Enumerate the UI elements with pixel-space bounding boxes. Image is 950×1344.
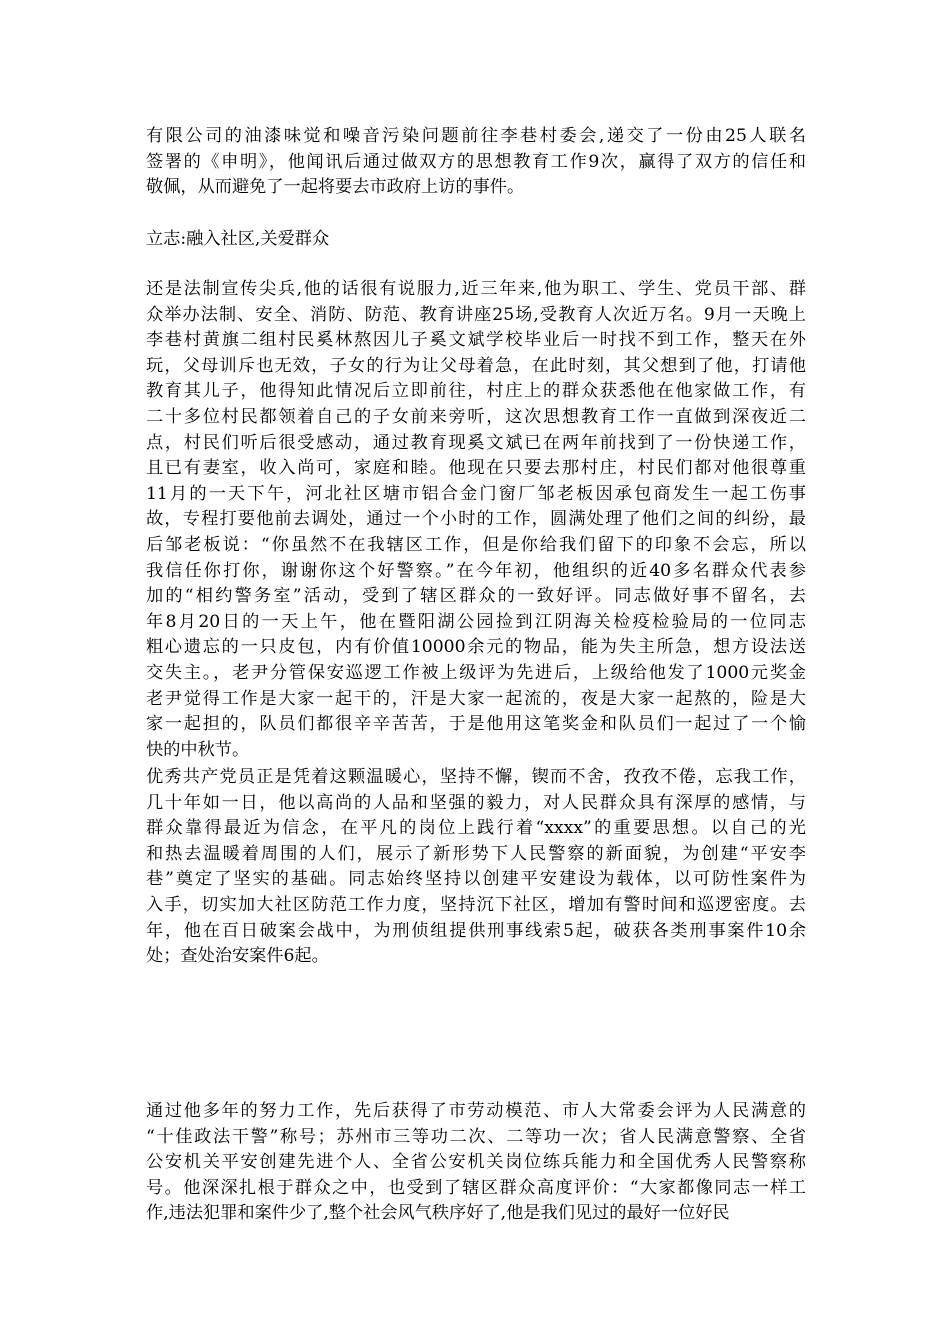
text-line: 交失主。，老尹分管保安巡逻工作被上级评为先进后，上级给他发了1000元奖金 bbox=[146, 662, 806, 683]
text-line: 年8月20日的一天上午，他在暨阳湖公园捡到江阴海关检疫检验局的一位同志 bbox=[146, 611, 806, 632]
text-line: 李巷村黄旗二组村民奚林熬因儿子奚文斌学校毕业后一时找不到工作，整天在外 bbox=[146, 330, 806, 351]
text-line: 敬佩，从而避免了一起将要去市政府上访的事件。 bbox=[146, 177, 525, 198]
text-line: 后邹老板说：“你虽然不在我辖区工作，但是你给我们留下的印象不会忘，所以 bbox=[146, 534, 806, 555]
text-line: 故，专程打要他前去调处，通过一个小时的工作，圆满处理了他们之间的纠纷，最 bbox=[146, 509, 806, 530]
text-line: 公安机关平安创建先进个人、全省公安机关岗位练兵能力和全国优秀人民警察称 bbox=[146, 1152, 806, 1173]
text-line: 11月的一天下午，河北社区塘市铝合金门窗厂邹老板因承包商发生一起工伤事 bbox=[146, 483, 806, 504]
text-line: 玩，父母训斥也无效，子女的行为让父母着急，在此时刻，其父想到了他，打请他 bbox=[146, 355, 806, 376]
text-line: 作,违法犯罪和案件少了,整个社会风气秩序好了,他是我们见过的最好一位好民 bbox=[146, 1203, 730, 1224]
text-line: 签署的《申明》，他闻讯后通过做双方的思想教育工作9次，赢得了双方的信任和 bbox=[146, 151, 806, 172]
text-line: 有限公司的油漆味觉和噪音污染问题前往李巷村委会,递交了一份由25人联名 bbox=[146, 126, 806, 146]
text-line: 老尹觉得工作是大家一起干的，汗是大家一起流的，夜是大家一起熬的，险是大 bbox=[146, 688, 806, 709]
text-line: 立志:融入社区,关爱群众 bbox=[146, 229, 330, 249]
text-line: 粗心遗忘的一只皮包，内有价值10000余元的物品，能为失主所急，想方设法送 bbox=[146, 637, 806, 658]
text-line: 点，村民们听后很受感动，通过教育现奚文斌已在两年前找到了一份快递工作， bbox=[146, 432, 806, 453]
text-line: 几十年如一日，他以高尚的人品和坚强的毅力，对人民群众具有深厚的感情，与 bbox=[146, 792, 806, 813]
paragraph-legal-education bbox=[146, 277, 806, 763]
text-line: 处；查处治安案件6起。 bbox=[146, 946, 329, 967]
text-line: 众举办法制、安全、消防、防范、教育讲座25场,受教育人次近万名。9月一天晚上 bbox=[146, 304, 806, 325]
text-line: 巷”奠定了坚实的基础。同志始终坚持以创建平安建设为载体，以可防性案件为 bbox=[146, 869, 806, 890]
text-line: 通过他多年的努力工作，先后获得了市劳动模范、市人大常委会评为人民满意的 bbox=[146, 1101, 806, 1121]
section-heading bbox=[146, 227, 806, 253]
paragraph-exemplary-member bbox=[146, 765, 806, 970]
text-line: 和热去温暖着周围的人们，展示了新形势下人民警察的新面貌，为创建“平安李 bbox=[146, 843, 806, 864]
text-line: 二十多位村民都领着自己的子女前来旁听，这次思想教育工作一直做到深夜近二 bbox=[146, 406, 806, 427]
text-line: 年，他在百日破案会战中，为刑侦组提供刑事线索5起，破获各类刑事案件10余 bbox=[146, 920, 806, 941]
text-line: 优秀共产党员正是凭着这颗温暖心，坚持不懈，锲而不舍，孜孜不倦，忘我工作， bbox=[146, 767, 806, 787]
text-line: 入手，切实加大社区防范工作力度，坚持沉下社区，增加有警时间和巡逻密度。去 bbox=[146, 894, 806, 915]
text-line: 我信任你打你，谢谢你这个好警察。”在今年初，他组织的近40多名群众代表参 bbox=[146, 560, 806, 581]
text-line: 且已有妻室，收入尚可，家庭和睦。他现在只要去那村庄，村民们都对他很尊重 bbox=[146, 458, 806, 479]
text-line: 还是法制宣传尖兵,他的话很有说服力,近三年来,他为职工、学生、党员干部、群 bbox=[146, 279, 806, 299]
text-line: 快的中秋节。 bbox=[146, 739, 250, 760]
text-line: 加的“相约警务室”活动，受到了辖区群众的一致好评。同志做好事不留名，去 bbox=[146, 586, 806, 607]
paragraph-honors bbox=[146, 1099, 806, 1227]
text-line: “十佳政法干警”称号；苏州市三等功二次、二等功一次；省人民满意警察、全省 bbox=[146, 1126, 806, 1147]
paragraph-complaint-resolution bbox=[146, 124, 806, 201]
text-line: 群众靠得最近为信念，在平凡的岗位上践行着“xxxx”的重要思想。以自己的光 bbox=[146, 818, 806, 839]
text-line: 号。他深深扎根于群众之中，也受到了辖区群众高度评价：“大家都像同志一样工 bbox=[146, 1177, 806, 1198]
text-line: 家一起担的，队员们都很辛辛苦苦，于是他用这笔奖金和队员们一起过了一个愉 bbox=[146, 714, 806, 735]
text-line: 教育其儿子，他得知此情况后立即前往，村庄上的群众获悉他在他家做工作，有 bbox=[146, 381, 806, 402]
